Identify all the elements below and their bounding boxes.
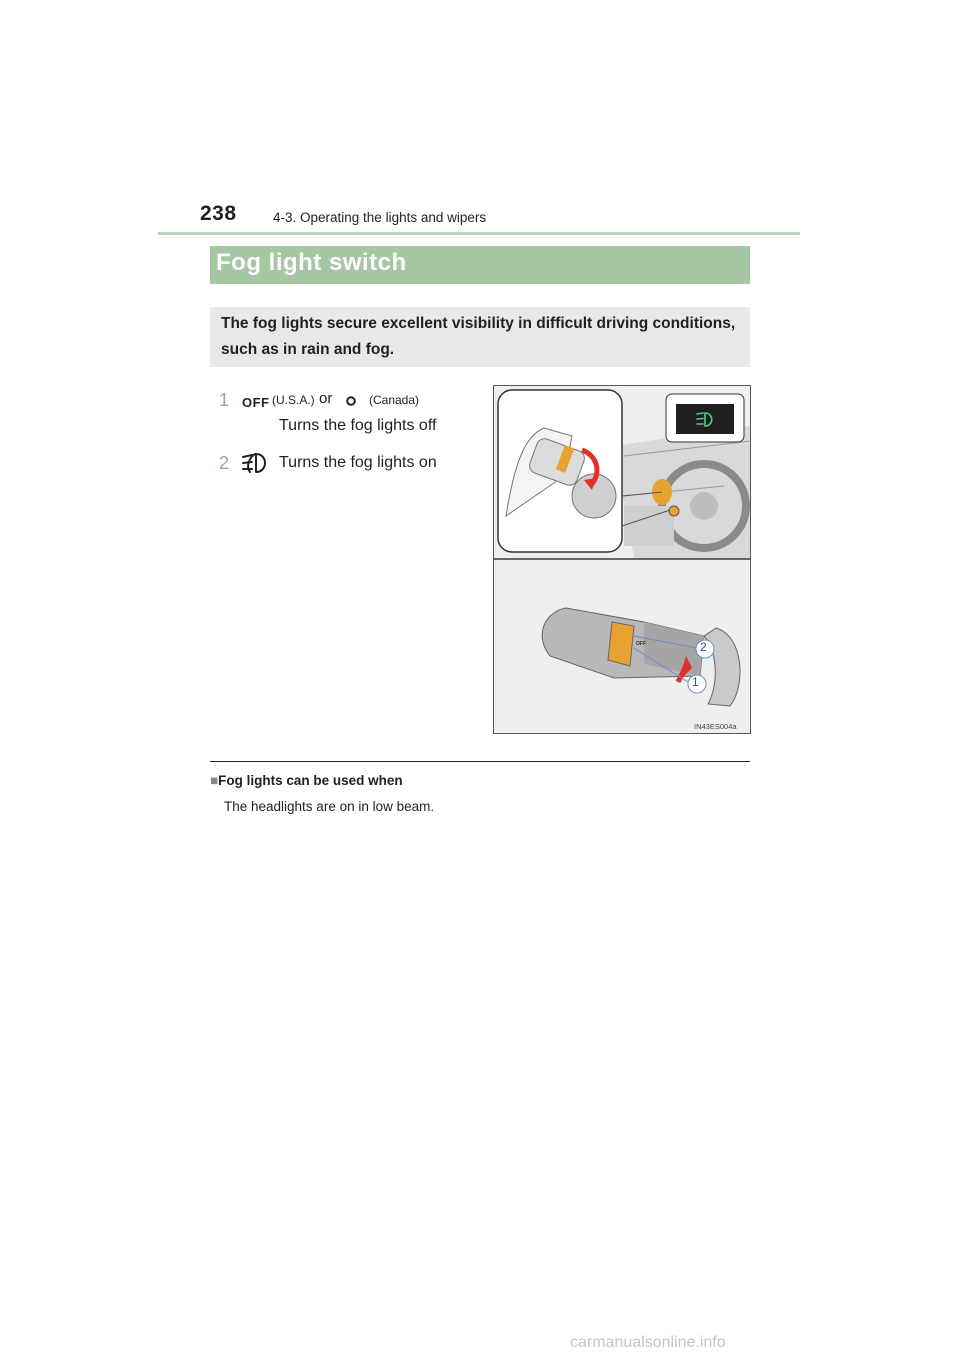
callout-1: 1 <box>692 675 699 689</box>
page-number: 238 <box>200 202 237 225</box>
section-divider <box>210 761 750 762</box>
header-rule <box>158 232 800 235</box>
figure-code: IN43ES004a <box>694 722 737 731</box>
region-canada: (Canada) <box>369 393 420 407</box>
illustration <box>493 385 751 734</box>
region-usa: (U.S.A.) <box>272 393 315 407</box>
fog-off-icon <box>345 395 357 407</box>
bullet-icon: ■ <box>210 773 219 788</box>
fog-light-icon <box>241 451 269 475</box>
intro-text: The fog lights secure excellent visibility in difficult driving conditions, such as in rain and fog. <box>221 315 736 358</box>
title-bar <box>210 246 750 284</box>
watermark: carmanualsonline.info <box>570 1334 726 1351</box>
note-heading <box>210 773 403 788</box>
or-text: or <box>319 390 333 407</box>
section-title: 4-3. Operating the lights and wipers <box>273 210 487 225</box>
off-label: OFF <box>242 395 270 410</box>
item-number-1-underline <box>216 391 234 409</box>
stalk-off-label: OFF <box>636 641 646 647</box>
intro-box <box>210 307 750 367</box>
item-number-2: 2 <box>219 453 230 473</box>
illustration-drawing <box>494 386 750 733</box>
note-heading-text: Fog lights can be used when <box>218 773 403 788</box>
item-number-1: 1 <box>219 390 230 410</box>
item-1-description: Turns the fog lights off <box>279 417 437 434</box>
item-2-description: Turns the fog lights on <box>279 454 437 471</box>
note-text: The headlights are on in low beam. <box>224 799 435 814</box>
callout-2: 2 <box>700 640 707 654</box>
page-title: Fog light switch <box>216 249 407 276</box>
